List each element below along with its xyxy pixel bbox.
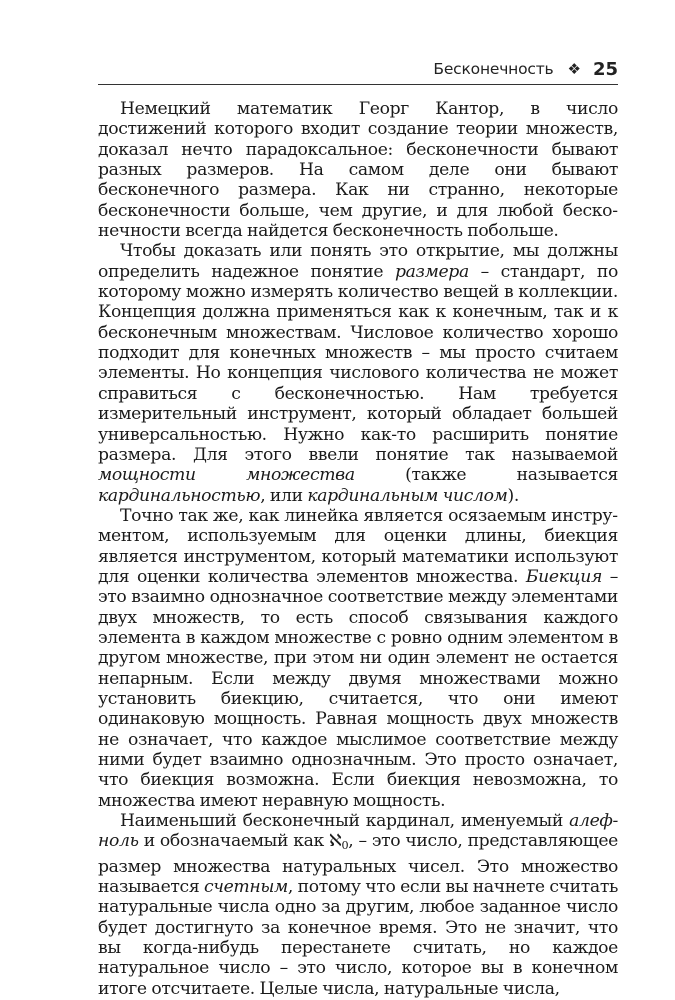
paragraph-2 [98, 241, 618, 505]
chapter-title: Бесконечность [433, 60, 554, 78]
term-aleph-null: алеф-ноль [98, 811, 618, 852]
paragraph-text: Чтобы доказать или понять это открытие, мы должны определить надежное понятие [98, 241, 618, 282]
running-header [98, 58, 618, 80]
term-cardinality: мощности множества [98, 465, 355, 486]
aleph-symbol: ℵ [329, 831, 342, 852]
paragraph-text: ). [507, 485, 519, 506]
paragraph-text: – это взаимно однозначное соответствие между элементами двух множеств, то есть способ связывания каждого элемента в каждом множестве с ровно одним элементом в другом множестве, при этом ни один элемент не остается непарным. Если между двумя множествами можно установить биекцию, считается, что они имеют одинаковую мощность. Равная мощность двух множеств не означает, что каждое мыслимое соответствие между ними будет взаимно однозначным. Это просто означает, что биекция возможна. Если биекция невозможна, то множества имеют неравную мощность. [98, 566, 618, 811]
paragraph-text: – стандарт, по которому можно измерять количество вещей в коллекции. Концепция должна применяться как к конечным, так и к бесконечным множествам. Числовое количество хорошо подходит для конечных множеств – мы просто считаем элементы. Но концепция числового количества не может справиться с бесконечностью. Нам требуется измерительный инструмент, который обладает большей универсальностью. Нужно как-то расширить понятие размера. Для этого ввели понятие так называемой [98, 261, 618, 465]
ornament-icon: ❖ [567, 59, 581, 78]
term-cardinality-alt: кардинальностью [98, 485, 261, 506]
paragraph-4 [98, 811, 618, 999]
paragraph-text: (также называется [354, 465, 618, 486]
paragraph-text: , – это число, представляющее размер множества натуральных чисел. Это множество называется [98, 831, 618, 897]
term-cardinal-number: кардинальным числом [307, 485, 508, 506]
term-countable: счетным [203, 876, 288, 897]
paragraph-3 [98, 506, 618, 811]
paragraph-1 [98, 99, 618, 241]
paragraph-text: , или [260, 485, 308, 506]
paragraph-text: и обозначаемый как [138, 831, 330, 852]
term-bijection: Биекция [525, 566, 603, 587]
term-size: размера [395, 261, 469, 282]
body-text [98, 99, 618, 999]
paragraph-text: Наименьший бесконечный кардинал, именуемый [120, 811, 570, 832]
header-rule [98, 84, 618, 85]
paragraph-text: Точно так же, как линейка является осязаемым инструментом, используемым для оценки длины, биекция является инструментом, который математики используют для оценки количества элементов множества. [98, 505, 618, 587]
page-number: 25 [592, 58, 618, 80]
aleph-subscript: 0 [341, 839, 349, 853]
paragraph-text: Немецкий математик Георг Кантор, в число достижений которого входит создание теории множеств, доказал нечто парадоксальное: бесконечности бывают разных размеров. На самом деле они бывают бесконечного размера. Как ни странно, некоторые бесконечности больше, чем другие, и для любой бесконечности всегда найдется бесконечность побольше. [98, 99, 618, 242]
paragraph-text: , потому что если вы начнете считать натуральные числа одно за другим, любое заданное число будет достигнуто за конечное время. Это не значит, что вы когда-нибудь перестанете считать, но каждое натуральное число – это число, которое вы в конечном итоге отсчитаете. Целые числа, натуральные числа, [98, 876, 618, 999]
